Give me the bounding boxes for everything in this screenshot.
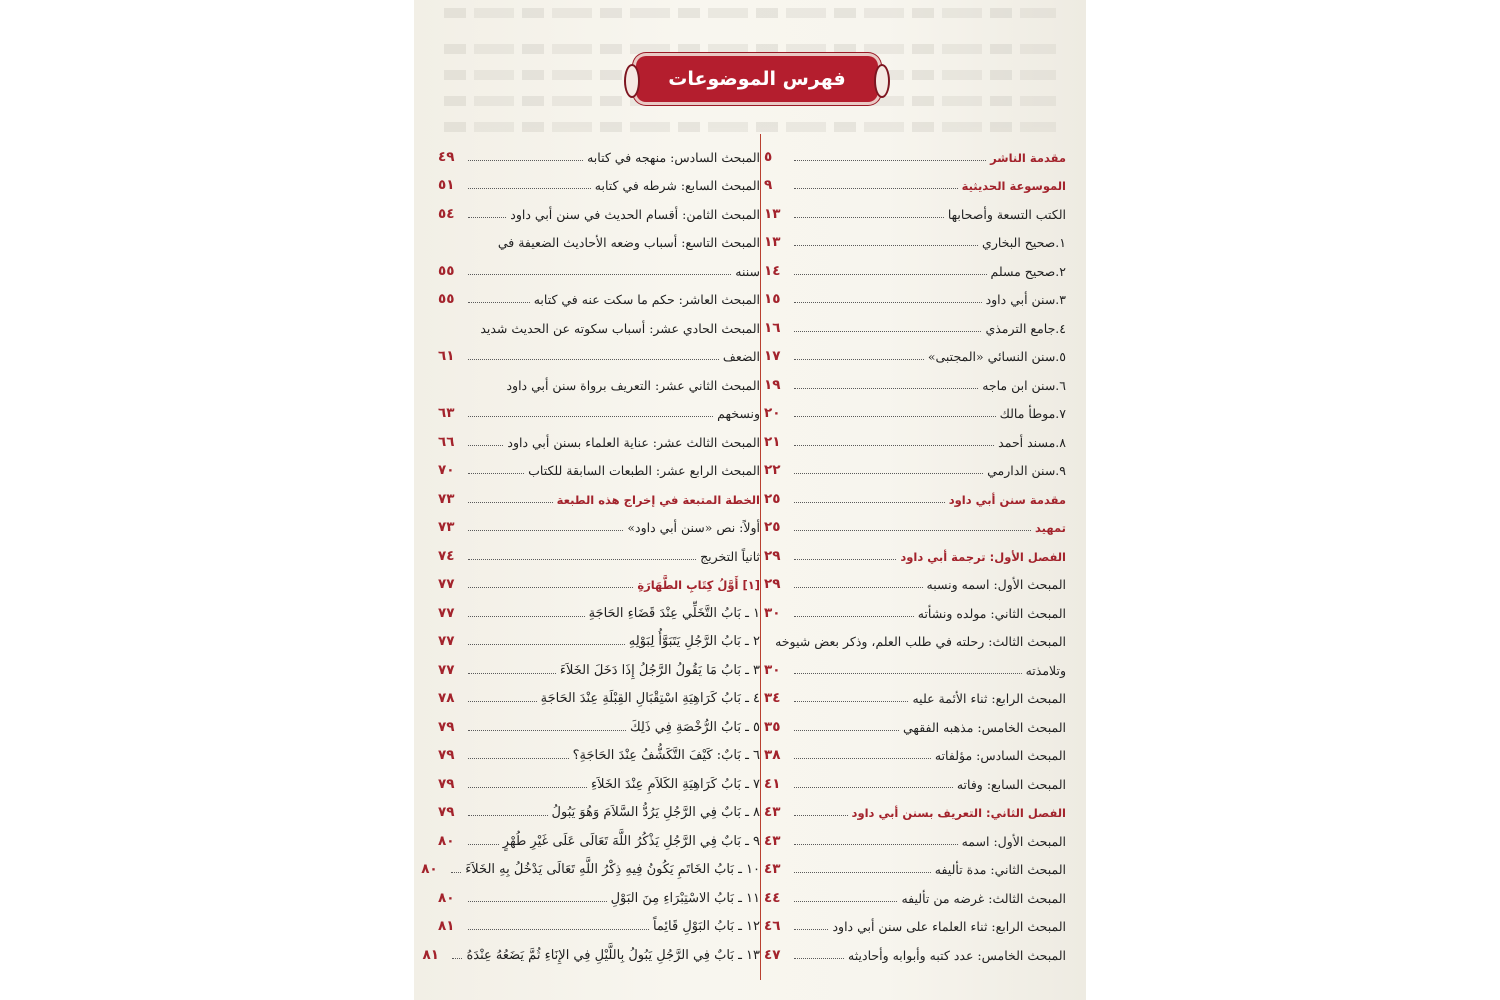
dot-leader — [794, 416, 996, 417]
toc-entry-title: سننه — [735, 263, 760, 279]
dot-leader — [468, 359, 719, 360]
toc-entry-title: المبحث الثاني: مولده ونشأته — [917, 605, 1066, 621]
dot-leader — [794, 217, 944, 218]
toc-entry-title: ٨ ـ بَابٌ فِي الرَّجُلِ يَرُدُّ السَّلاَمَ وَهُوَ يَبُولُ — [551, 805, 760, 820]
toc-entry — [421, 851, 760, 880]
toc-entry — [764, 879, 1066, 908]
toc-entry-title: المبحث الثالث عشر: عناية العلماء بسنن أبي داود — [507, 434, 760, 450]
toc-entry-title: المبحث الثاني: مدة تأليفه — [934, 862, 1066, 877]
toc-entry-title: أولاً: نص «سنن أبي داود» — [627, 520, 760, 535]
toc-entry-title: ١٣ ـ بَابٌ فِي الرَّجُلِ يَبُولُ بِاللَّيْلِ فِي الإِنَاءِ ثُمَّ يَضَعُهُ عِنْدَهُ — [466, 947, 760, 963]
dot-leader — [468, 502, 553, 503]
dot-leader — [468, 302, 530, 303]
toc-entry-title: المبحث الحادي عشر: أسباب سكوته عن الحديث شديد — [480, 320, 760, 336]
toc-page-number: ٧٩ — [438, 775, 455, 792]
toc-entry — [764, 623, 1066, 652]
dot-leader — [794, 929, 828, 930]
page-title: فهرس الموضوعات — [668, 68, 846, 90]
toc-entry-title: ٧ ـ بَابُ كَرَاهِيَةِ الكَلاَمِ عِنْدَ الخَلاَءِ — [590, 776, 760, 792]
dot-leader — [794, 188, 958, 189]
toc-page-number: ٧٧ — [438, 633, 455, 649]
toc-entry-title: ٩.سنن الدارمي — [987, 463, 1066, 478]
toc-entry-title: تمهيد — [1035, 521, 1066, 535]
toc-entry — [764, 281, 1066, 310]
dot-leader — [794, 787, 953, 788]
toc-page-number: ٣٠ — [764, 661, 781, 678]
toc-entry-title: المبحث الرابع: ثناء العلماء على سنن أبي داود — [832, 919, 1066, 934]
dot-leader — [794, 559, 896, 560]
toc-entry — [764, 908, 1066, 937]
toc-entry-title: المبحث السابع: وفاته — [956, 776, 1066, 792]
toc-page-number: ١٩ — [764, 376, 781, 393]
toc-entry-title: الخطة المتبعة في إخراج هذه الطبعة — [556, 492, 760, 507]
dot-leader — [794, 587, 923, 588]
toc-entry — [764, 224, 1066, 253]
banner-ornament-left — [624, 64, 640, 98]
toc-entry — [764, 252, 1066, 281]
toc-page-number: ٧٩ — [438, 718, 455, 735]
toc-page-number: ١٤ — [764, 262, 781, 279]
dot-leader — [468, 473, 524, 474]
dot-leader — [468, 758, 569, 759]
toc-page-number: ٢٩ — [764, 576, 781, 592]
dot-leader — [794, 815, 848, 816]
dot-leader — [468, 445, 503, 446]
dot-leader — [794, 331, 981, 332]
dot-leader — [794, 844, 958, 845]
dot-leader — [794, 530, 1031, 531]
toc-entry — [438, 480, 760, 509]
toc-entry — [764, 537, 1066, 566]
toc-entry — [764, 936, 1066, 965]
toc-entry — [438, 423, 760, 452]
toc-page-number: ٧٨ — [438, 690, 455, 706]
toc-page-number: ٢٩ — [764, 547, 781, 564]
toc-entry-title: ٤.جامع الترمذي — [985, 320, 1066, 336]
toc-entry — [764, 366, 1066, 395]
toc-entry — [438, 566, 760, 595]
toc-entry — [438, 366, 760, 395]
toc-page-number: ٧٩ — [438, 747, 455, 763]
toc-entry-title: [١] أَوَّلُ كِتَابِ الطَّهَارَةِ — [637, 578, 760, 592]
dot-leader — [451, 872, 461, 873]
toc-entry — [438, 167, 760, 196]
toc-page-number: ٢٥ — [764, 519, 781, 535]
toc-entry-title: الفصل الثاني: التعريف بسنن أبي داود — [851, 806, 1066, 820]
toc-entry — [764, 338, 1066, 367]
toc-page-number: ٥٥ — [438, 291, 455, 307]
toc-page-number: ٧٣ — [438, 490, 455, 507]
dot-leader — [468, 188, 591, 189]
toc-entry — [764, 765, 1066, 794]
toc-entry-title: المبحث الخامس: عدد كتبه وأبوابه وأحاديثه — [848, 947, 1066, 963]
toc-entry — [438, 338, 760, 367]
toc-page-number: ٧٧ — [438, 576, 455, 592]
book-page — [414, 0, 1086, 1000]
toc-page-number: ١٣ — [764, 205, 781, 222]
toc-entry-title: ٩ ـ بَابٌ فِي الرَّجُلِ يَذْكُرُ اللَّهَ تَعَالَى عَلَى غَيْرِ طُهْرٍ — [502, 833, 760, 849]
toc-entry — [438, 309, 760, 338]
toc-page-number: ٢٥ — [764, 490, 781, 507]
toc-entry — [438, 794, 760, 823]
toc-page-number: ٤٣ — [764, 804, 781, 820]
toc-entry-title: ٢ ـ بَابُ الرَّجُلِ يَتَبَوَّأُ لِبَوْلِهِ — [628, 634, 760, 649]
toc-page-number: ٧٧ — [438, 661, 455, 678]
toc-page-number: ١٦ — [764, 319, 781, 336]
toc-entry-title: المبحث الأول: اسمه — [961, 833, 1066, 849]
toc-page-number: ٥ — [764, 148, 773, 165]
toc-entry — [764, 566, 1066, 595]
toc-entry-title: مقدمة الناشر — [990, 150, 1066, 165]
toc-entry — [438, 252, 760, 281]
toc-page-number: ٦٦ — [438, 433, 455, 450]
dot-leader — [794, 701, 908, 702]
toc-entry-title: المبحث الثالث: غرضه من تأليفه — [901, 890, 1066, 906]
toc-entry — [438, 822, 760, 851]
toc-entry-title: ٨.مسند أحمد — [998, 434, 1066, 450]
dot-leader — [468, 844, 499, 845]
toc-entry-title: المبحث الأول: اسمه ونسبه — [926, 577, 1066, 592]
dot-leader — [468, 274, 731, 275]
dot-leader — [468, 730, 626, 731]
title-banner — [636, 56, 878, 102]
dot-leader — [468, 673, 556, 674]
toc-page-number: ٤٦ — [764, 918, 781, 934]
toc-page-number: ٢١ — [764, 433, 781, 450]
toc-entry-title: المبحث الخامس: مذهبه الفقهي — [903, 719, 1066, 735]
toc-entry — [764, 395, 1066, 424]
toc-entry-title: ٧.موطأ مالك — [999, 406, 1066, 421]
toc-entry — [438, 281, 760, 310]
toc-page-number: ٢٢ — [764, 462, 781, 478]
toc-entry-title: ٤ ـ بَابُ كَرَاهِيَةِ اسْتِقْبَالِ القِبْلَةِ عِنْدَ الحَاجَةِ — [540, 691, 760, 706]
toc-entry-title: ٣ ـ بَابُ مَا يَقُولُ الرَّجُلُ إِذَا دَخَلَ الخَلاَءَ — [559, 662, 760, 678]
toc-page-number: ٥٤ — [438, 205, 455, 222]
toc-page-number: ٣٠ — [764, 604, 781, 621]
dot-leader — [452, 958, 462, 959]
toc-entry — [764, 167, 1066, 196]
toc-entry — [438, 737, 760, 766]
toc-entry-title: ٥ ـ بَابُ الرُّخْصَةِ فِي ذَلِكَ — [629, 719, 760, 735]
toc-entry-title: المبحث الرابع: ثناء الأئمة عليه — [912, 691, 1066, 706]
toc-page-number: ٣٤ — [764, 690, 781, 706]
toc-entry — [438, 537, 760, 566]
toc-entry — [764, 851, 1066, 880]
toc-entry — [764, 309, 1066, 338]
toc-entry — [438, 224, 760, 253]
dot-leader — [468, 530, 623, 531]
toc-entry — [438, 708, 760, 737]
toc-entry-title: ٢.صحيح مسلم — [990, 263, 1066, 279]
dot-leader — [794, 160, 986, 161]
dot-leader — [794, 445, 994, 446]
toc-entry-title: ١.صحيح البخاري — [982, 235, 1066, 250]
toc-page-number: ١٣ — [764, 234, 781, 250]
toc-entry — [764, 794, 1066, 823]
column-divider — [760, 134, 761, 980]
toc-entry-title: مقدمة سنن أبي داود — [948, 492, 1066, 507]
toc-entry-title: ثانياً التخريج — [700, 548, 760, 564]
toc-entry — [422, 936, 760, 965]
toc-page-number: ٨٠ — [438, 832, 455, 849]
toc-page-number: ٦٣ — [438, 405, 455, 421]
toc-entry — [438, 138, 760, 167]
toc-page-number: ٧٠ — [438, 462, 455, 478]
dot-leader — [794, 872, 931, 873]
toc-entry — [764, 480, 1066, 509]
toc-entry-title: المبحث الرابع عشر: الطبعات السابقة للكتاب — [528, 463, 760, 478]
toc-entry — [438, 509, 760, 538]
dot-leader — [468, 644, 625, 645]
dot-leader — [794, 901, 897, 902]
toc-entry-title: ٦.سنن ابن ماجه — [982, 377, 1066, 393]
toc-page-number: ٤٤ — [764, 889, 781, 906]
toc-entry — [438, 908, 760, 937]
dot-leader — [468, 616, 585, 617]
toc-entry — [764, 822, 1066, 851]
toc-entry-title: المبحث الثامن: أقسام الحديث في سنن أبي داود — [510, 206, 760, 222]
dot-leader — [468, 901, 607, 902]
toc-entry — [764, 423, 1066, 452]
toc-page-number: ٨٠ — [438, 889, 455, 906]
toc-entry — [764, 509, 1066, 538]
toc-page-number: ٤٧ — [764, 946, 781, 963]
toc-entry — [438, 195, 760, 224]
toc-page-number: ٤٣ — [764, 832, 781, 849]
dot-leader — [468, 929, 649, 930]
toc-entry — [438, 594, 760, 623]
toc-page-number: ٥٥ — [438, 262, 455, 279]
dot-leader — [468, 701, 537, 702]
dot-leader — [794, 245, 978, 246]
toc-entry-title: ٦ ـ بَابٌ: كَيْفَ التَّكَشُّفُ عِنْدَ الحَاجَةِ؟ — [572, 748, 760, 763]
toc-entry-title: المبحث السادس: منهجه في كتابه — [587, 149, 760, 165]
toc-column-right — [764, 138, 1066, 965]
dot-leader — [468, 559, 696, 560]
toc-page-number: ٣٥ — [764, 718, 781, 735]
toc-entry — [438, 395, 760, 424]
toc-entry-title: ١١ ـ بَابُ الاسْتِبْرَاءِ مِنَ البَوْلِ — [610, 890, 760, 906]
dot-leader — [794, 473, 983, 474]
dot-leader — [794, 502, 945, 503]
toc-entry-title: ٣.سنن أبي داود — [985, 292, 1066, 307]
toc-page-number: ٨١ — [422, 946, 439, 963]
toc-entry-title: ونسخهم — [717, 406, 760, 421]
toc-page-number: ٤١ — [764, 775, 781, 792]
toc-entry-title: المبحث العاشر: حكم ما سكت عنه في كتابه — [533, 292, 760, 307]
dot-leader — [794, 274, 987, 275]
dot-leader — [794, 616, 914, 617]
toc-page-number: ٩ — [764, 177, 773, 193]
toc-entry — [438, 651, 760, 680]
toc-page-number: ٣٨ — [764, 747, 781, 763]
toc-page-number: ٤٩ — [438, 148, 455, 165]
toc-entry-title: المبحث الثالث: رحلته في طلب العلم، وذكر بعض شيوخه — [775, 634, 1066, 649]
toc-page-number: ٨١ — [438, 918, 455, 934]
dot-leader — [468, 815, 548, 816]
toc-entry-title: الضعف — [722, 349, 760, 364]
toc-page-number: ٥١ — [438, 177, 455, 193]
toc-column-left — [421, 138, 760, 965]
toc-entry — [438, 680, 760, 709]
dot-leader — [794, 673, 1022, 674]
dot-leader — [794, 730, 899, 731]
toc-entry — [764, 651, 1066, 680]
banner-ornament-right — [874, 64, 890, 98]
toc-entry — [764, 594, 1066, 623]
toc-entry-title: المبحث الثاني عشر: التعريف برواة سنن أبي داود — [506, 377, 760, 393]
toc-entry-title: المبحث السادس: مؤلفاته — [934, 748, 1066, 763]
toc-entry-title: الموسوعة الحديثية — [961, 179, 1066, 193]
toc-page-number: ٧٣ — [438, 519, 455, 535]
dot-leader — [794, 302, 982, 303]
dot-leader — [794, 958, 844, 959]
toc-page-number: ٧٧ — [438, 604, 455, 621]
toc-entry — [764, 708, 1066, 737]
toc-page-number: ٧٤ — [438, 547, 455, 564]
toc-entry-title: ١ ـ بَابُ التَّخَلِّي عِنْدَ قَضَاءِ الحَاجَةِ — [588, 605, 760, 621]
toc-entry-title: ١٠ ـ بَابُ الخَاتَمِ يَكُونُ فِيهِ ذِكْرُ اللَّهِ تَعَالَى يَدْخُلُ بِهِ الخَلاَءَ — [465, 862, 760, 877]
toc-entry — [764, 680, 1066, 709]
dot-leader — [794, 388, 978, 389]
toc-entry-title: الفصل الأول: ترجمة أبي داود — [900, 549, 1066, 564]
toc-entry-title: الكتب التسعة وأصحابها — [947, 206, 1066, 222]
toc-entry — [438, 765, 760, 794]
toc-page-number: ١٥ — [764, 291, 781, 307]
toc-entry — [764, 452, 1066, 481]
toc-entry — [764, 138, 1066, 167]
dot-leader — [468, 160, 583, 161]
toc-entry — [438, 879, 760, 908]
toc-page-number: ٨٠ — [421, 861, 438, 877]
toc-page-number: ٢٠ — [764, 405, 781, 421]
toc-entry — [764, 737, 1066, 766]
dot-leader — [794, 359, 924, 360]
toc-page-number: ٤٣ — [764, 861, 781, 877]
toc-entry-title: المبحث التاسع: أسباب وضعه الأحاديث الضعيفة في — [497, 235, 760, 250]
dot-leader — [794, 758, 931, 759]
toc-entry-title: ١٢ ـ بَابُ البَوْلِ قَائِماً — [652, 919, 760, 934]
toc-page-number: ٦١ — [438, 348, 455, 364]
dot-leader — [468, 217, 506, 218]
toc-entry-title: ٥.سنن النسائي «المجتبى» — [927, 349, 1066, 364]
dot-leader — [468, 587, 633, 588]
toc-entry-title: وتلامذته — [1025, 662, 1066, 678]
dot-leader — [468, 416, 713, 417]
toc-page-number: ٧٩ — [438, 804, 455, 820]
toc-entry — [764, 195, 1066, 224]
toc-page-number: ١٧ — [764, 348, 781, 364]
toc-entry — [438, 623, 760, 652]
toc-entry-title: المبحث السابع: شرطه في كتابه — [594, 178, 760, 193]
dot-leader — [468, 787, 587, 788]
toc-entry — [438, 452, 760, 481]
